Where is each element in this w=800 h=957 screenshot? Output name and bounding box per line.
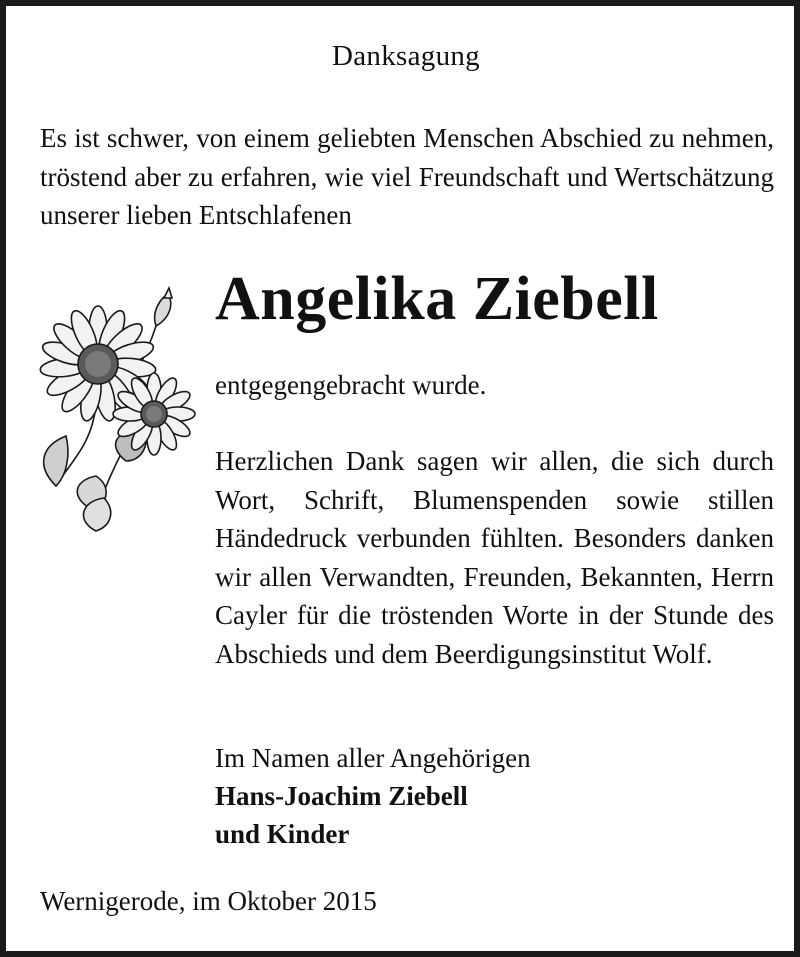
signer-name: Hans-Joachim Ziebell [215,781,468,811]
sunflower-icon [36,286,208,536]
signature-block [215,739,531,853]
place-date: Wernigerode, im Oktober 2015 [40,886,377,916]
signer-family: und Kinder [215,819,350,849]
name-continuation: entgegengebracht wurde. [215,370,487,400]
closing-line: Im Namen aller Angehörigen [215,743,531,773]
thanks-paragraph: Herzlichen Dank sagen wir allen, die sich durch Wort, Schrift, Blumenspenden sowie stillen Händedruck verbunden fühlten. Besonders danken wir allen Verwandten, Freunden, Bekannten, Herrn Cayler für die tröstenden Worte in der Stunde des Abschieds und dem Beerdigungsinstitut Wolf. [215,446,774,669]
deceased-name: Angelika Ziebell [215,265,659,333]
notice-title: Danksagung [332,40,480,72]
intro-paragraph: Es ist schwer, von einem geliebten Menschen Abschied zu nehmen, tröstend aber zu erfahren, wie viel Freundschaft und Wertschätzung unserer lieben Entschlafenen [40,123,774,230]
